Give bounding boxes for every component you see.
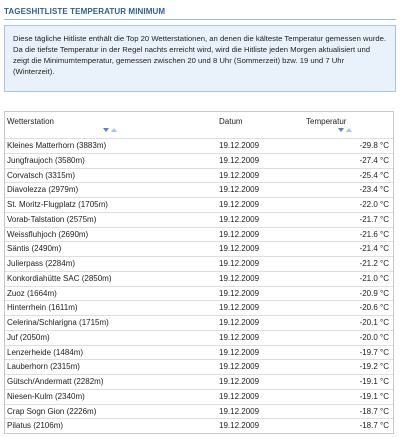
date-cell: 19.12.2009 xyxy=(219,318,260,327)
temperature-cell: -20.9 °C xyxy=(359,288,389,298)
table-row xyxy=(5,256,393,270)
station-cell: Zuoz (1664m) xyxy=(7,288,57,298)
table-row xyxy=(5,138,393,152)
date-cell: 19.12.2009 xyxy=(219,273,260,283)
table-row xyxy=(5,418,393,432)
station-cell: Gütsch/Andermatt (2282m) xyxy=(7,377,104,386)
date-cell: 19.12.2009 xyxy=(219,421,260,431)
table-row xyxy=(5,404,393,418)
temperature-sort-control[interactable] xyxy=(338,128,355,134)
table-row xyxy=(5,182,393,196)
station-cell: Julierpass (2284m) xyxy=(7,259,76,268)
header-temperature[interactable]: Temperatur xyxy=(306,117,347,126)
temperature-cell: -25.4 °C xyxy=(359,170,389,180)
temperature-cell: -20.0 °C xyxy=(359,332,389,342)
station-cell: Crap Sogn Gion (2226m) xyxy=(7,406,97,416)
temperature-cell: -19.7 °C xyxy=(359,347,389,357)
date-cell: 19.12.2009 xyxy=(219,259,260,268)
station-cell: Weissfluhjoch (2690m) xyxy=(7,229,89,239)
table-header xyxy=(5,112,393,138)
header-date[interactable]: Datum xyxy=(219,117,243,126)
date-cell: 19.12.2009 xyxy=(219,155,260,165)
temperature-cell: -23.4 °C xyxy=(359,185,389,195)
header-station[interactable]: Wetterstation xyxy=(7,117,54,126)
title-divider xyxy=(4,19,396,20)
date-cell: 19.12.2009 xyxy=(219,347,260,357)
temperature-cell: -20.6 °C xyxy=(359,303,389,313)
table-row xyxy=(5,197,393,211)
date-cell: 19.12.2009 xyxy=(219,214,260,224)
station-cell: Celerina/Schlarigna (1715m) xyxy=(7,318,109,327)
sort-ascending-icon[interactable] xyxy=(111,128,117,132)
station-cell: St. Moritz-Flugplatz (1705m) xyxy=(7,200,108,209)
station-cell: Lauberhorn (2315m) xyxy=(7,362,80,372)
date-cell: 19.12.2009 xyxy=(219,288,260,298)
temperature-cell: -21.7 °C xyxy=(359,214,389,224)
date-cell: 19.12.2009 xyxy=(219,406,260,416)
temperature-cell: -27.4 °C xyxy=(359,155,389,165)
date-cell: 19.12.2009 xyxy=(219,170,260,180)
table-row xyxy=(5,330,393,344)
table-row xyxy=(5,168,393,182)
table-row xyxy=(5,374,393,388)
temperature-cell: -22.0 °C xyxy=(359,200,389,209)
table-row xyxy=(5,345,393,359)
station-sort-control[interactable] xyxy=(103,128,120,134)
date-cell: 19.12.2009 xyxy=(219,185,260,195)
temperature-cell: -19.1 °C xyxy=(359,391,389,401)
sort-descending-icon[interactable] xyxy=(103,128,109,132)
station-cell: Vorab-Talstation (2575m) xyxy=(7,214,97,224)
date-cell: 19.12.2009 xyxy=(219,332,260,342)
temperature-cell: -20.1 °C xyxy=(359,318,389,327)
station-cell: Diavolezza (2979m) xyxy=(7,185,79,195)
station-cell: Pilatus (2106m) xyxy=(7,421,64,431)
table-row xyxy=(5,212,393,226)
table-row xyxy=(5,359,393,373)
station-cell: Corvatsch (3315m) xyxy=(7,170,76,180)
temperature-cell: -21.0 °C xyxy=(359,273,389,283)
station-cell: Lenzerheide (1484m) xyxy=(7,347,84,357)
date-cell: 19.12.2009 xyxy=(219,141,260,150)
table-row xyxy=(5,286,393,300)
date-cell: 19.12.2009 xyxy=(219,391,260,401)
table-row xyxy=(5,300,393,314)
page-title: TAGESHITLISTE TEMPERATUR MINIMUM xyxy=(4,7,166,16)
date-cell: 19.12.2009 xyxy=(219,229,260,239)
station-cell: Juf (2050m) xyxy=(7,332,50,342)
temperature-cell: -18.7 °C xyxy=(359,406,389,416)
date-cell: 19.12.2009 xyxy=(219,362,260,372)
station-cell: Niesen-Kulm (2340m) xyxy=(7,391,85,401)
table-row xyxy=(5,241,393,255)
temperature-cell: -19.2 °C xyxy=(359,362,389,372)
station-cell: Jungfraujoch (3580m) xyxy=(7,155,85,165)
temperature-cell: -29.8 °C xyxy=(359,141,389,150)
temperature-cell: -19.1 °C xyxy=(359,377,389,386)
table-row xyxy=(5,315,393,329)
station-cell: Konkordiahütte SAC (2850m) xyxy=(7,273,112,283)
temperature-cell: -21.6 °C xyxy=(359,229,389,239)
sort-ascending-icon[interactable] xyxy=(346,128,352,132)
weather-table xyxy=(4,111,394,434)
temperature-cell: -21.4 °C xyxy=(359,244,389,254)
station-cell: Säntis (2490m) xyxy=(7,244,62,254)
table-row xyxy=(5,389,393,403)
table-row xyxy=(5,271,393,285)
station-cell: Kleines Matterhorn (3883m) xyxy=(7,141,107,150)
station-cell: Hinterrhein (1611m) xyxy=(7,303,78,313)
date-cell: 19.12.2009 xyxy=(219,244,260,254)
table-row xyxy=(5,153,393,167)
date-cell: 19.12.2009 xyxy=(219,303,260,313)
date-cell: 19.12.2009 xyxy=(219,200,260,209)
temperature-cell: -18.7 °C xyxy=(359,421,389,431)
sort-descending-icon[interactable] xyxy=(338,128,344,132)
temperature-cell: -21.2 °C xyxy=(359,259,389,268)
info-box: Diese tägliche Hitliste enthält die Top 20 Wetterstationen, an denen die kälteste Temperatur gemessen wurde. Da die tiefste Temperatur in der Regel nachts erreicht wird, wird die Hitliste jeden Morgen aktualisiert und zeigt die Minimumtemperatur, gemessen zwischen 20 und 8 Uhr (Sommerzeit) bzw. 19 und 7 Uhr (Winterzeit). xyxy=(4,25,396,92)
date-cell: 19.12.2009 xyxy=(219,377,260,386)
table-row xyxy=(5,227,393,241)
